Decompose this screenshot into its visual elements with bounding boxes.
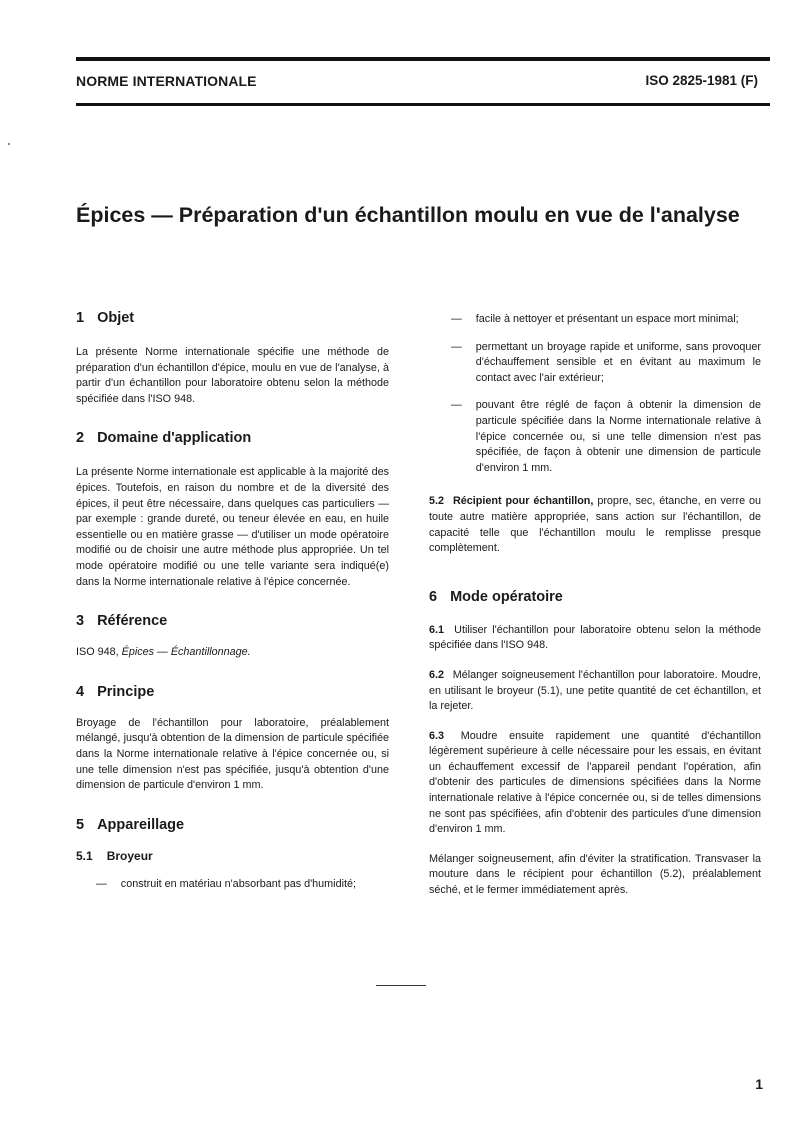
reference-code: ISO 948,: [76, 646, 119, 659]
section-1-text: La présente Norme internationale spécifie une méthode de préparation d'un échantillon d'épice, moulu en vue de l'analyse, à partir d'un échantillon pour laboratoire obtenu selon la méthode spécifiée dans l'ISO 948.: [76, 346, 389, 405]
list-item-text: facile à nettoyer et présentant un espace mort minimal;: [475, 313, 739, 325]
page-number: 1: [755, 1076, 763, 1092]
section-number: 4: [76, 683, 85, 700]
subsection-title: Récipient pour échantillon,: [452, 495, 594, 508]
list-item-text: permettant un broyage rapide et uniforme, sans provoquer d'échauffement sensible et en évitant au maximum le contact avec l'air extérieur;: [475, 340, 761, 384]
section-number: 5: [76, 816, 85, 833]
section-title: Appareillage: [97, 816, 185, 833]
clause-6-1: [429, 623, 761, 654]
list-item: [76, 877, 389, 893]
section-title: Principe: [97, 683, 155, 700]
header-standard-number: ISO 2825-1981 (F): [645, 73, 758, 88]
section-2-text: La présente Norme internationale est applicable à la majorité des épices. Toutefois, en raison du nombre et de la diversité des épices, il peut être nécessaire, dans quelques cas particuliers — par exemple : grande dureté, ou teneur élevée en eau, en huile essentielle ou en matière grasse — d'utiliser un mode opératoire modifié ou de choisir une autre méthode plus appropriée. Un tel mode opératoire modifié ou une telle variante sera indiqué(e) dans la Norme internationale relative à l'épice concernée.: [76, 466, 389, 588]
list-dash: —: [451, 399, 462, 412]
section-number: 2: [76, 430, 85, 447]
right-column: [429, 312, 761, 899]
section-4-text: Broyage de l'échantillon pour laboratoire, préalablement mélangé, jusqu'à obtention de la dimension de particule spécifiée dans la Norme internationale relative à l'épice concernée ou, si une telle dimension n'est pas spécifiée, jusqu'à obtention d'une dimension de particule d'environ 1 mm.: [76, 716, 389, 792]
section-title: Référence: [97, 613, 168, 630]
list-dash: —: [96, 877, 107, 890]
clause-6-2: [429, 668, 761, 715]
left-column: [76, 310, 389, 892]
list-item-text: construit en matériau n'absorbant pas d'humidité;: [120, 877, 356, 890]
list-item-text: pouvant être réglé de façon à obtenir la dimension de particule spécifiée dans la Norme internationale relative à l'épice concernée ou, si une telle dimension n'est pas spécifiée, de façon à obtenir une dimension de particule d'environ 1 mm.: [475, 399, 761, 474]
header-standard-type: NORME INTERNATIONALE: [76, 73, 257, 89]
clause-text: Moudre ensuite rapidement une quantité d'échantillon légèrement supérieure à celle nécessaire pour les essais, en évitant un échauffement excessif de l'appareil pendant l'opération, afin d'obtenir des particules de dimensions spécifiées dans la Norme internationale relative à l'épice concernée ou, si de telles dimensions ne sont pas spécifiées, afin d'obtenir des particules d'une dimension d'environ 1 mm.: [429, 729, 761, 836]
list-item: [429, 312, 761, 328]
clause-6-final: Mélanger soigneusement, afin d'éviter la stratification. Transvaser la mouture dans le récipient pour échantillon (5.2), préalablement séché, et le fermer immédiatement après.: [429, 852, 761, 897]
reference-title: Épices — Échantillonnage.: [121, 646, 251, 659]
subsection-5-2: [429, 494, 761, 556]
list-item: [429, 398, 761, 476]
clause-text: Mélanger soigneusement l'échantillon pour laboratoire. Moudre, en utilisant le broyeur (5.1), une petite quantité de cet échantillon, et la rejeter.: [429, 668, 762, 713]
header-rule-top: [76, 57, 770, 61]
list-dash: —: [451, 313, 462, 325]
section-title: Objet: [97, 310, 135, 326]
list-item: [429, 340, 761, 387]
section-heading: [76, 817, 389, 833]
clause-number: 6.2: [429, 668, 445, 681]
section-title: Domaine d'application: [97, 430, 252, 447]
clause-number: 6.3: [429, 729, 445, 742]
header-rule-bottom: [76, 103, 770, 106]
list-dash: —: [451, 340, 462, 353]
subsection-number: 5.2: [429, 495, 445, 508]
section-heading: [76, 310, 389, 326]
clause-text: Utiliser l'échantillon pour laboratoire obtenu selon la méthode spécifiée dans l'ISO 948.: [429, 623, 761, 652]
section-number: 3: [76, 613, 85, 630]
end-separator: [376, 985, 426, 986]
section-3-reference: [76, 645, 389, 661]
clause-number: 6.1: [429, 623, 445, 636]
section-title: Mode opératoire: [450, 588, 563, 605]
section-heading: [429, 589, 761, 605]
subsection-heading: [76, 849, 389, 863]
subsection-title: Broyeur: [106, 848, 153, 863]
section-heading: [76, 613, 389, 629]
scan-speck: [8, 143, 10, 145]
document-title: Épices — Préparation d'un échantillon moulu en vue de l'analyse: [76, 203, 740, 227]
section-number: 1: [76, 310, 85, 326]
clause-6-3: [429, 729, 761, 838]
section-heading: [76, 684, 389, 700]
subsection-text: propre, sec, étanche, en verre ou toute autre matière appropriée, sans action sur l'échantillon, de capacité telle que l'échantillon moulu le remplisse presque complètement.: [429, 495, 762, 555]
section-heading: [76, 430, 389, 446]
subsection-number: 5.1: [76, 848, 93, 863]
section-number: 6: [429, 588, 438, 605]
